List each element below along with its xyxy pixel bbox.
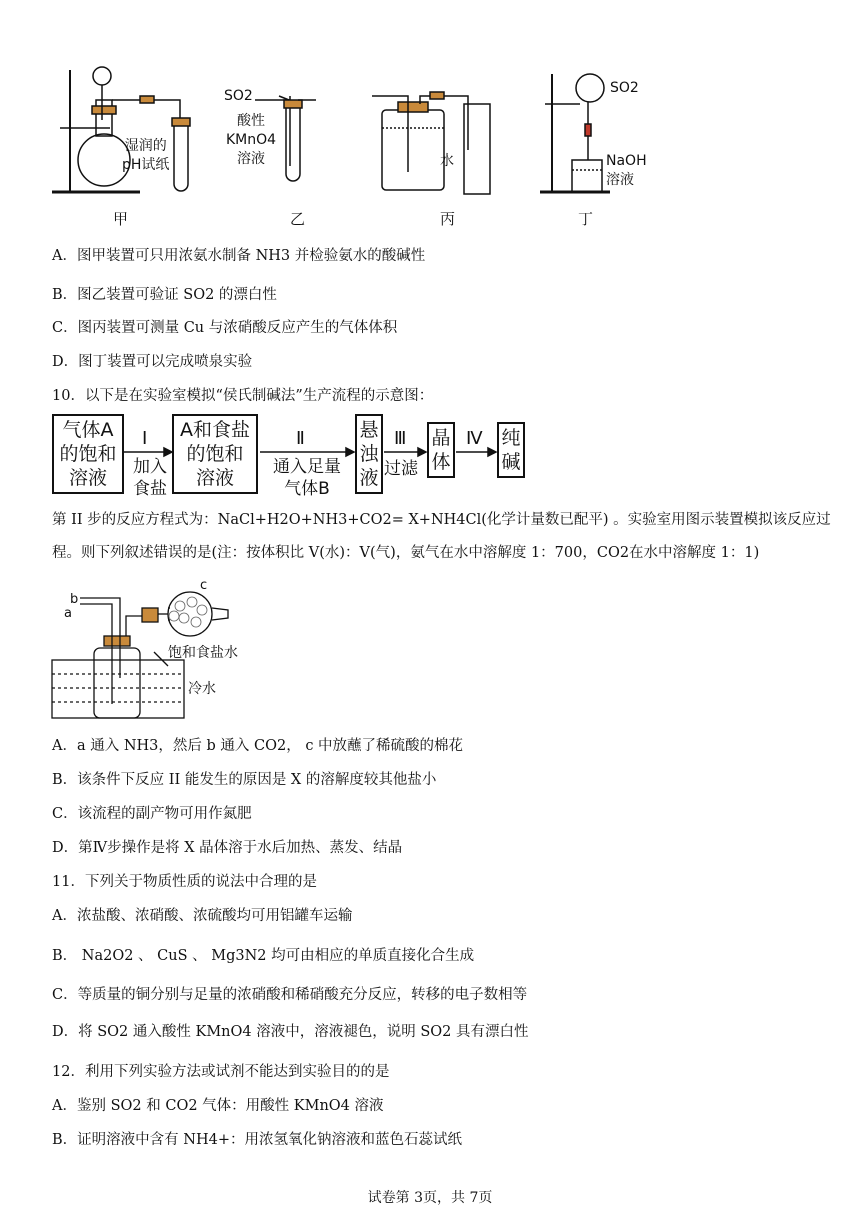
- flow-box-a-salt-solution: A和食盐 的饱和 溶液: [172, 414, 258, 494]
- q9-option-c: C．图丙装置可测量 Cu 与浓硝酸反应产生的气体体积: [52, 320, 398, 336]
- q9-option-a: A．图甲装置可只用浓氨水制备 NH3 并检验氨水的酸碱性: [52, 248, 426, 264]
- apparatus-bing: [372, 92, 490, 194]
- flow-label-add-salt: 加入 食盐: [133, 457, 167, 499]
- label-tube-a: a: [64, 606, 72, 621]
- q10-option-c: C．该流程的副产物可用作氮肥: [52, 806, 252, 822]
- label-tube-c: c: [200, 578, 208, 593]
- q12-option-a: A．鉴别 SO2 和 CO2 气体：用酸性 KMnO4 溶液: [52, 1098, 384, 1114]
- flow-step-3: Ⅲ: [394, 428, 407, 449]
- label-ding-so2: SO2: [610, 80, 639, 96]
- flow-step-1: Ⅰ: [142, 428, 148, 449]
- q10-option-b: B．该条件下反应 II 能发生的原因是 X 的溶解度较其他盐小: [52, 772, 437, 788]
- q10-stem: 10．以下是在实验室模拟“侯氏制碱法”生产流程的示意图：: [52, 388, 434, 404]
- q10-description-line2: 程。则下列叙述错误的是(注：按体积比 V(水)：V(气)，氨气在水中溶解度 1：700，CO2在水中溶解度 1：1): [52, 545, 760, 561]
- apparatus-ding: [540, 74, 610, 192]
- page-footer: 试卷第 3页，共 7页: [367, 1190, 493, 1206]
- flow-box-gas-a-solution: 气体A 的饱和 溶液: [52, 414, 124, 494]
- q11-stem: 11．下列关于物质性质的说法中合理的是: [52, 874, 317, 890]
- q12-option-b: B．证明溶液中含有 NH4+：用浓氢氧化钠溶液和蓝色石蕊试纸: [52, 1132, 462, 1148]
- flow-box-soda: 纯 碱: [497, 422, 525, 478]
- q11-option-c: C．等质量的铜分别与足量的浓硝酸和稀硝酸充分反应，转移的电子数相等: [52, 987, 528, 1003]
- q12-stem: 12．利用下列实验方法或试剂不能达到实验目的的是: [52, 1064, 390, 1080]
- label-cold-water: 冷水: [188, 681, 216, 697]
- label-yi-reagent: 酸性 KMnO4 溶液: [226, 113, 277, 167]
- q11-option-b: B． Na2O2 、 CuS 、 Mg3N2 均可由相应的单质直接化合生成: [52, 948, 475, 964]
- flow-label-filter: 过滤: [384, 459, 418, 479]
- flow-box-suspension: 悬 浊 液: [355, 414, 383, 494]
- label-bing-water: 水: [440, 153, 454, 169]
- label-saturated-brine: 饱和食盐水: [168, 645, 238, 661]
- label-jia-ph-paper: 湿润的 pH试纸: [122, 138, 170, 173]
- caption-bing: 丙: [440, 210, 456, 228]
- q10-description-line1: 第 II 步的反应方程式为：NaCl+H2O+NH3+CO2= X+NH4Cl(化学计量数已配平) 。实验室用图示装置模拟该反应过: [52, 512, 831, 528]
- flow-label-gas-b: 通入足量 气体B: [273, 457, 341, 499]
- q11-option-d: D．将 SO2 通入酸性 KMnO4 溶液中，溶液褪色，说明 SO2 具有漂白性: [52, 1024, 529, 1040]
- flow-step-2: Ⅱ: [296, 428, 305, 449]
- q10-option-d: D．第Ⅳ步操作是将 X 晶体溶于水后加热、蒸发、结晶: [52, 840, 403, 856]
- flow-step-4: Ⅳ: [466, 428, 483, 449]
- caption-yi: 乙: [290, 210, 306, 228]
- caption-ding: 丁: [578, 210, 594, 228]
- label-yi-so2: SO2: [224, 88, 253, 104]
- q11-option-a: A．浓盐酸、浓硝酸、浓硫酸均可用铝罐车运输: [52, 908, 353, 924]
- caption-jia: 甲: [113, 210, 129, 228]
- q9-option-b: B．图乙装置可验证 SO2 的漂白性: [52, 287, 277, 303]
- q10-option-a: A．a 通入 NH3，然后 b 通入 CO2， c 中放蘸了稀硫酸的棉花: [52, 738, 464, 754]
- flow-box-crystal: 晶 体: [427, 422, 455, 478]
- label-ding-reagent: NaOH 溶液: [606, 153, 647, 188]
- q9-option-d: D．图丁装置可以完成喷泉实验: [52, 354, 253, 370]
- label-tube-b: b: [70, 592, 79, 607]
